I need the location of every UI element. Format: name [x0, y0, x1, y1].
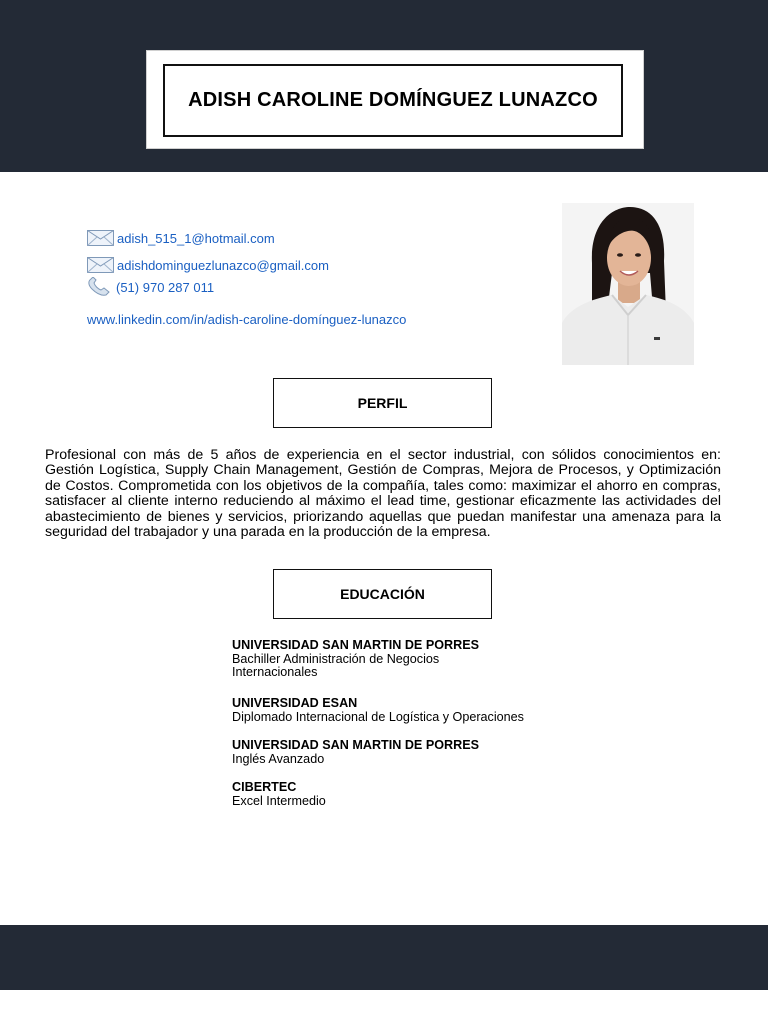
- contact-phone[interactable]: [87, 277, 214, 297]
- institution-name: UNIVERSIDAD SAN MARTIN DE PORRES: [232, 738, 479, 752]
- institution-name: CIBERTEC: [232, 780, 297, 794]
- education-entry: [232, 781, 592, 808]
- email-link-gmail[interactable]: adishdominguezlunazco@gmail.com: [117, 257, 329, 273]
- degree-name: Excel Intermedio: [232, 793, 326, 808]
- section-heading-education: EDUCACIÓN: [273, 569, 492, 619]
- profile-photo: [562, 203, 694, 365]
- degree-name: Inglés Avanzado: [232, 751, 325, 766]
- degree-name: Diplomado Internacional de Logística y Operaciones: [232, 709, 524, 724]
- contact-email-2[interactable]: [87, 257, 329, 273]
- envelope-icon: [87, 257, 114, 273]
- profile-summary: Profesional con más de 5 años de experiencia en el sector industrial, con sólidos conocimientos en: Gestión Logística, Supply Chain Management, Gestión de Compras, Mejora de Procesos, y Optimización de Costos. Comprometida con los objetivos de la compañía, tales como: maximizar el ahorro en compras, satisfacer al cliente interno reduciendo al máximo el lead time, gestionar eficazmente las actividades del abastecimiento de bienes y servicios, priorizando aquellas que puedan manifestar una amenaza para la seguridad del trabajador y una parada en la producción de la empresa.: [45, 447, 721, 541]
- education-entry: [232, 697, 592, 724]
- telephone-icon: [87, 277, 112, 297]
- footer-band: [0, 925, 768, 990]
- contact-email-1[interactable]: [87, 230, 275, 246]
- education-entry: [232, 639, 592, 680]
- name-card: [146, 50, 644, 149]
- candidate-name: ADISH CAROLINE DOMÍNGUEZ LUNAZCO: [163, 64, 623, 137]
- institution-name: UNIVERSIDAD SAN MARTIN DE PORRES: [232, 638, 479, 652]
- education-entry: [232, 739, 592, 766]
- institution-name: UNIVERSIDAD ESAN: [232, 696, 358, 710]
- email-link-hotmail[interactable]: adish_515_1@hotmail.com: [117, 230, 275, 246]
- degree-name: Bachiller Administración de Negocios Internacionales: [232, 651, 440, 679]
- linkedin-link[interactable]: www.linkedin.com/in/adish-caroline-domínguez-lunazco: [87, 312, 407, 327]
- contact-linkedin[interactable]: [87, 312, 406, 327]
- phone-number[interactable]: (51) 970 287 011: [116, 279, 215, 295]
- section-heading-profile: PERFIL: [273, 378, 492, 428]
- envelope-icon: [87, 230, 114, 246]
